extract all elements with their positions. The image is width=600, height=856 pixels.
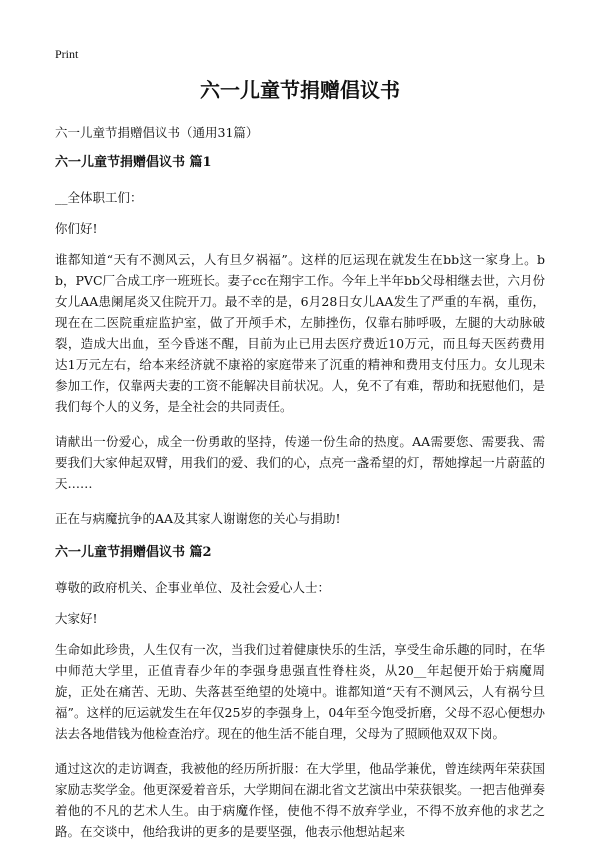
section1-paragraph-1: 谁都知道“天有不测风云，人有旦夕祸福”。这样的厄运现在就发生在bb这一家身上。bb，PVC厂合成工序一班班长。妻子cc在翔宇工作。今年上半年bb父母相继去世，六月份女儿AA患阑尾炎又住院开刀。最不幸的是，6月28日女儿AA发生了严重的车祸，重伤，现在在二医院重症监护室，做了开颅手术，左肺挫伤，仅靠右肺呼吸，左腿的大动脉破裂，造成大出血，至今昏迷不醒，目前为止已用去医疗费近10万元，而且每天医药费用达1万元左右，给本来经济就不康裕的家庭带来了沉重的精神和费用支付压力。女儿现未参加工作，仅靠两夫妻的工资不能解决目前状况。人，免不了有难，帮助和抚慰他们，是我们每个人的义务，是全社会的共同责任。 — [55, 252, 546, 414]
section2-addressee: 尊敬的政府机关、企事业单位、及社会爱心人士： — [55, 580, 331, 595]
document-subtitle: 六一儿童节捐赠倡议书（通用31篇） — [55, 125, 259, 140]
section1-paragraph-3: 正在与病魔抗争的AA及其家人谢谢您的关心与捐助! — [55, 511, 341, 526]
section2-paragraph-2: 通过这次的走访调查，我被他的经历所折服：在大学里，他品学兼优，曾连续两年荣获国家励志奖学金。他更深爱着音乐，大学期间在湖北省文艺演出中荣获银奖。一把吉他弹奏着他的不凡的艺术人生。由于病魔作怪，使他不得不放弃学业，不得不放弃他的求艺之路。在交谈中，他给我讲的更多的是要坚强，他表示他想站起来 — [55, 761, 545, 839]
section2-paragraph-1: 生命如此珍贵，人生仅有一次，当我们过着健康快乐的生活，享受生命乐趣的同时，在华中师范大学里，正值青春少年的李强身患强直性脊柱炎，从20__年起便开始于病魔周旋，正处在痛苦、无助、失落甚至绝望的处境中。谁都知道“天有不测风云，人有祸兮旦福”。这样的厄运就发生在年仅25岁的李强身上，04年至今饱受折磨，父母不忍心便想办法去各地借钱为他检查治疗。现在的他生活不能自理，父母为了照顾他双双下岗。 — [55, 642, 545, 741]
section2-greeting: 大家好! — [55, 611, 98, 626]
section-heading-2: 六一儿童节捐赠倡议书 篇2 — [55, 545, 212, 560]
section-heading-1: 六一儿童节捐赠倡议书 篇1 — [55, 155, 212, 170]
page-title: 六一儿童节捐赠倡议书 — [200, 78, 400, 102]
document-body — [55, 122, 545, 856]
section1-addressee: __全体职工们： — [55, 190, 143, 205]
section1-greeting: 你们好! — [55, 221, 98, 236]
section1-paragraph-2: 请献出一份爱心，成全一份勇敢的坚持，传递一份生命的热度。AA需要您、需要我、需要我们大家伸起双臂，用我们的爱、我们的心，点亮一盏希望的灯，帮她撑起一片蔚蓝的天…… — [55, 434, 545, 491]
print-link[interactable]: Print — [55, 47, 79, 61]
